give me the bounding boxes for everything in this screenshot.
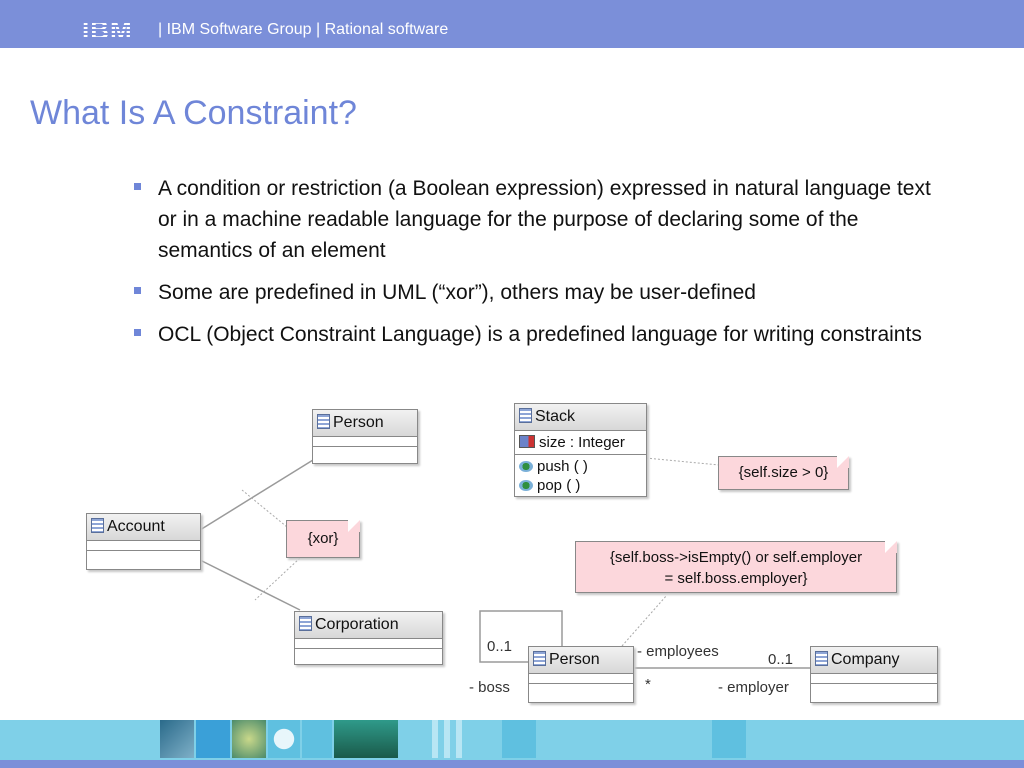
class-compartment [529, 684, 633, 693]
operation-icon [519, 480, 533, 491]
class-stack[interactable] [514, 403, 647, 497]
class-name: Person [333, 414, 384, 431]
attribute-row [515, 433, 646, 452]
note-text: {self.boss->isEmpty() or self.employer [609, 549, 863, 566]
note-text: = self.boss.employer} [664, 570, 808, 587]
note-anchor-line [255, 558, 300, 600]
footer-climbers-icon [334, 720, 398, 758]
operation-row [515, 457, 646, 476]
class-compartment [529, 674, 633, 684]
attribute-compartment [515, 431, 646, 455]
class-person[interactable] [528, 646, 634, 703]
footer-pattern-icon [432, 720, 462, 758]
class-header [313, 410, 417, 437]
ibm-logo: IBM [82, 15, 133, 45]
footer-circle-icon [268, 720, 300, 758]
note-fold-icon [885, 541, 897, 553]
class-name: Company [831, 651, 900, 668]
note-anchor-line [242, 490, 287, 527]
xor-constraint-note[interactable] [286, 520, 360, 558]
note-fold-icon [348, 520, 360, 532]
bullet-text: OCL (Object Constraint Language) is a predefined language for writing constraints [158, 323, 922, 346]
class-account[interactable] [86, 513, 201, 570]
class-compartment [87, 551, 200, 560]
class-compartment [295, 639, 442, 649]
note-text: {xor} [307, 530, 339, 547]
class-corporation[interactable] [294, 611, 443, 665]
class-header [295, 612, 442, 639]
bullet-text: Some are predefined in UML (“xor”), others may be user-defined [158, 281, 756, 304]
class-person[interactable] [312, 409, 418, 464]
role-label: - employer [718, 679, 789, 696]
footer-people-icon [196, 720, 230, 758]
footer-tile-icon [502, 720, 536, 758]
association-line [200, 560, 300, 610]
class-compartment [313, 447, 417, 456]
footer-tile-icon [712, 720, 746, 758]
footer-strip [0, 760, 1024, 768]
class-icon [519, 408, 532, 423]
footer-tile-icon [302, 720, 332, 758]
operation-compartment [515, 455, 646, 497]
note-anchor-line [622, 595, 667, 646]
class-compartment [295, 649, 442, 658]
role-label: - boss [469, 679, 510, 696]
class-compartment [811, 674, 937, 684]
class-compartment [87, 541, 200, 551]
operation-text: push ( ) [537, 458, 588, 475]
note-fold-icon [837, 456, 849, 468]
field-icon [519, 435, 535, 448]
class-compartment [811, 684, 937, 693]
operation-icon [519, 461, 533, 472]
class-header [529, 647, 633, 674]
note-anchor-line [646, 458, 719, 465]
class-name: Corporation [315, 616, 399, 633]
class-header [87, 514, 200, 541]
class-icon [815, 651, 828, 666]
multiplicity-label: 0..1 [768, 651, 794, 668]
class-header [811, 647, 937, 674]
operation-row [515, 476, 646, 495]
attribute-text: size : Integer [539, 434, 625, 451]
bullet-text: A condition or restriction (a Boolean expression) expressed in natural language text or in a machine readable language for the purpose of declaring some of the semantics of an element [158, 177, 931, 262]
class-name: Account [107, 518, 165, 535]
class-header [515, 404, 646, 431]
size-constraint-note[interactable] [718, 456, 849, 490]
footer-bar [0, 720, 1024, 768]
class-icon [317, 414, 330, 429]
multiplicity-label: * [645, 676, 651, 693]
footer-globe-icon [232, 720, 266, 758]
footer-photo-icon [160, 720, 194, 758]
class-name: Person [549, 651, 600, 668]
operation-text: pop ( ) [537, 477, 581, 494]
multiplicity-label: 0..1 [487, 638, 513, 655]
slide-title: What Is A Constraint? [30, 94, 357, 132]
header-text: | IBM Software Group | Rational software [158, 21, 449, 38]
role-label: - employees [637, 643, 719, 660]
class-compartment [313, 437, 417, 447]
boss-constraint-note[interactable] [575, 541, 897, 593]
note-text: {self.size > 0} [738, 464, 829, 481]
class-icon [91, 518, 104, 533]
class-icon [533, 651, 546, 666]
class-name: Stack [535, 408, 576, 425]
class-icon [299, 616, 312, 631]
class-company[interactable] [810, 646, 938, 703]
